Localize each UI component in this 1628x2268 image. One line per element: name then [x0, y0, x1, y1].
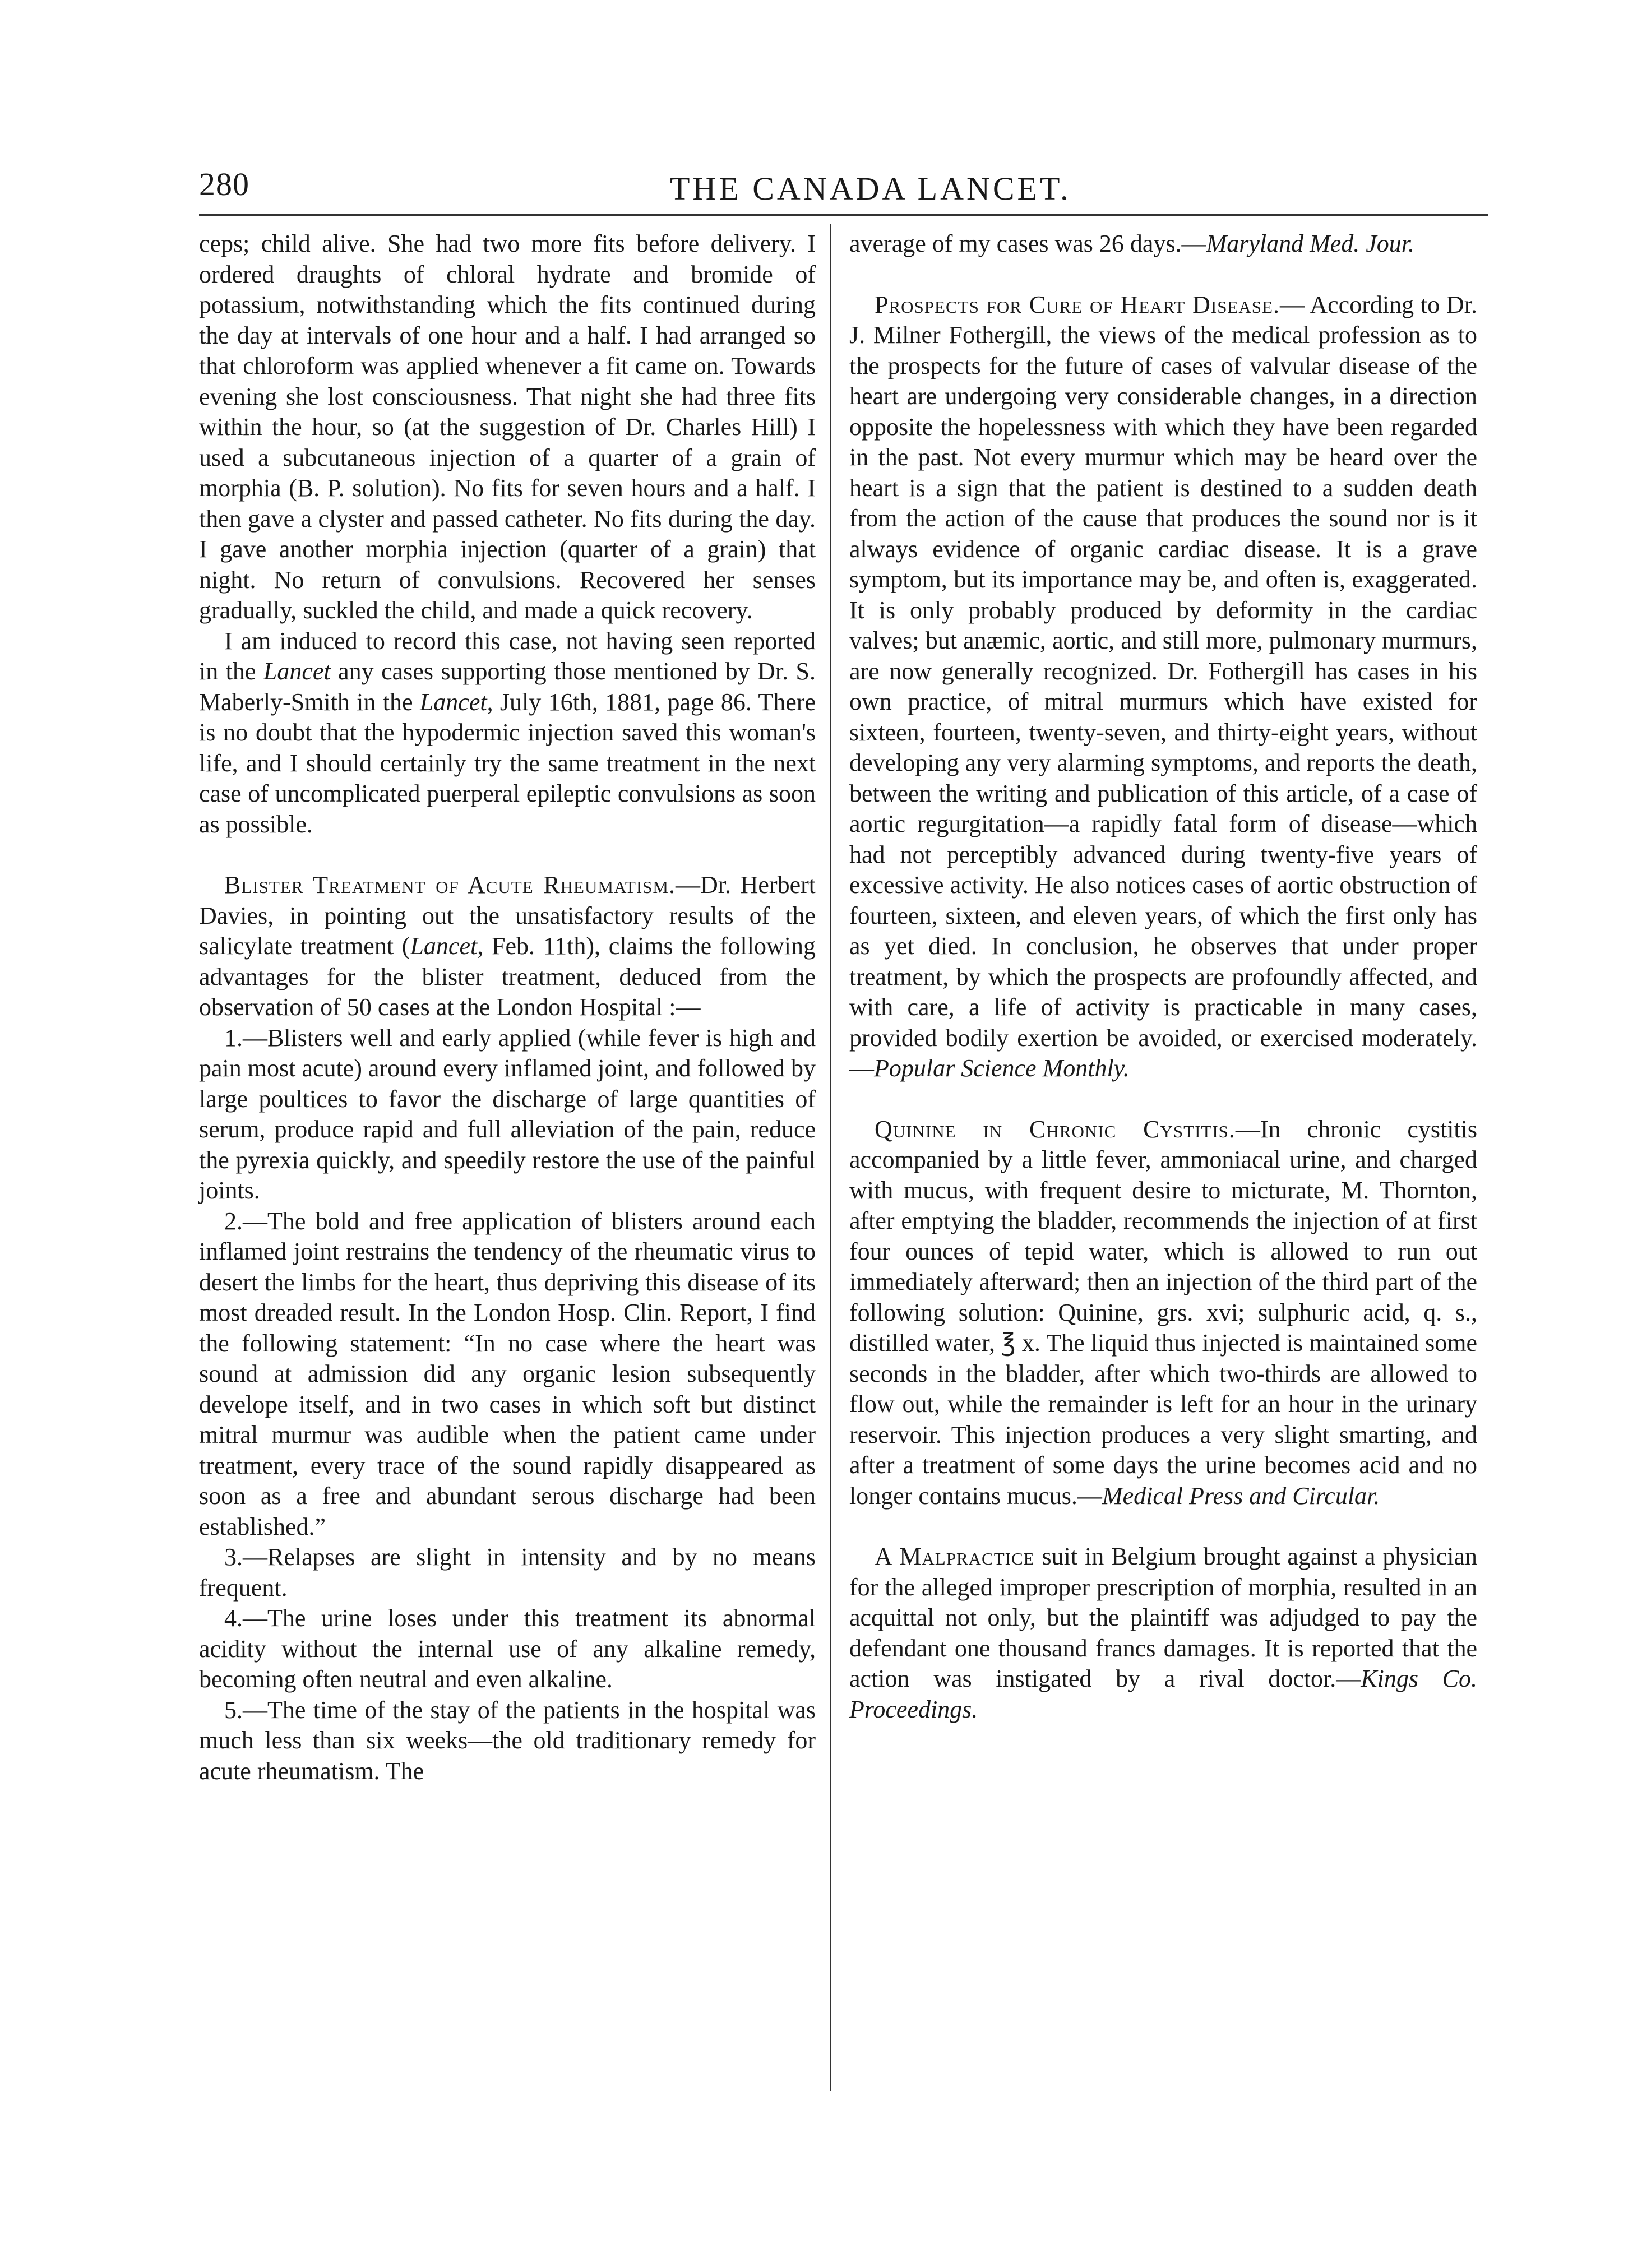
- right-column: [849, 229, 1477, 1725]
- text-segment: I am induced to record this case, not having seen reported in the: [199, 627, 816, 685]
- source-citation: Kings Co. Proceedings.: [849, 1665, 1478, 1723]
- text-segment: , July 16th, 1881, page 86. There is no doubt that the hypodermic injection saved this woman's life, and I should certainly try the same treatment in the next case of uncomplicated puerperal epileptic convulsions as soon as possible.: [199, 688, 816, 838]
- section-heading-malpractice: A Malpractice: [875, 1543, 1035, 1570]
- text-segment: , Feb. 11th), claims the following advantages for the blister treatment, deduced from the observation of 50 cases at the London Hospital :—: [199, 932, 816, 1021]
- source-citation: Maryland Med. Jour.: [1206, 230, 1415, 257]
- journal-title: THE CANADA LANCET.: [670, 170, 1071, 207]
- text-segment: —In chronic cystitis accompanied by a little fever, ammoniacal urine, and charged with mucus, with frequent desire to micturate, M. Thornton, after emptying the bladder, recommends the injection of at first four ounces of tepid water, which is allowed to run out immediately afterward; then an injection of the third part of the following solution: Quinine, grs. xvi; sulphuric acid, q. s., distilled water, ℥ x. The liquid thus injected is maintained some seconds in the bladder, after which two-thirds are allowed to flow out, while the remainder is left for an hour in the urinary reservoir. This injection produces a very slight smarting, and after a treatment of some days the urine becomes acid and no longer contains mucus.—: [849, 1115, 1477, 1510]
- source-citation: Medical Press and Circular.: [1102, 1482, 1380, 1510]
- paragraph-continuation: [849, 229, 1477, 260]
- text-segment: average of my cases was 26 days.—: [849, 230, 1206, 257]
- left-column: [199, 229, 816, 1786]
- journal-citation: Lancet: [263, 658, 331, 685]
- paragraph-case-report: ceps; child alive. She had two more fits before delivery. I ordered draughts of chloral hydrate and bromide of potassium, notwithstanding which the fits continued during the day at intervals of one hour and a half. I had arranged so that chloroform was applied whenever a fit came on. Towards evening she lost consciousness. That night she had three fits within the hour, so (at the suggestion of Dr. Charles Hill) I used a subcutaneous injection of a quarter of a grain of morphia (B. P. solution). No fits for seven hours and a half. I then gave a clyster and passed catheter. No fits during the day. I gave another morphia injection (quarter of a grain) that night. No return of convulsions. Recovered her senses gradually, suckled the child, and made a quick recovery.: [199, 230, 816, 624]
- paragraph-case-conclusion: [199, 626, 816, 840]
- section-heading-heart: Prospects for Cure of Heart Disease.: [875, 290, 1280, 318]
- article-blister: [199, 870, 816, 1023]
- article-heart-disease: [849, 290, 1477, 1084]
- list-item-4: 4.—The urine loses under this treatment its abnormal acidity without the internal use of any alkaline remedy, becoming often neutral and even alkaline.: [199, 1604, 816, 1693]
- text-segment: suit in Belgium brought against a physician for the alleged improper prescription of morphia, resulted in an acquittal not only, but the plaintiff was adjudged to pay the defendant one thousand francs damages. It is reported that the action was instigated by a rival doctor.—: [849, 1543, 1478, 1692]
- section-gap: [199, 840, 816, 870]
- list-item-1: 1.—Blisters well and early applied (while fever is high and pain most acute) around every inflamed joint, and followed by large poultices to favor the discharge of large quantities of serum, produce rapid and full alleviation of the pain, reduce the pyrexia quickly, and speedily restore the use of the painful joints.: [199, 1024, 816, 1204]
- section-heading-quinine: Quinine in Chronic Cystitis.: [875, 1115, 1236, 1143]
- text-segment: any cases supporting those mentioned by Dr. S. Maberly-Smith in the: [199, 658, 816, 716]
- list-item-3: 3.—Relapses are slight in intensity and by no means frequent.: [199, 1543, 816, 1602]
- section-gap: [849, 260, 1477, 290]
- page-number: 280: [199, 166, 249, 202]
- page-header: [199, 165, 1488, 216]
- section-heading-blister: Blister Treatment of Acute Rheumatism.: [224, 871, 676, 899]
- journal-citation: Lancet: [419, 688, 487, 716]
- article-malpractice: [849, 1542, 1477, 1725]
- section-gap: [849, 1511, 1477, 1542]
- column-divider: [830, 224, 831, 2091]
- text-segment: —Dr. Herbert Davies, in pointing out the unsatisfactory results of the salicylate treatment (: [199, 871, 816, 960]
- article-quinine: [849, 1114, 1477, 1512]
- source-citation: Popular Science Monthly.: [874, 1054, 1130, 1082]
- section-gap: [849, 1084, 1477, 1114]
- text-segment: — According to Dr. J. Milner Fothergill, the views of the medical profession as to the prospects for the future of cases of valvular disease of the heart are undergoing very considerable changes, in a direction opposite the hopelessness with which they have been regarded in the past. Not every murmur which may be heard over the heart is a sign that the patient is destined to a sudden death from the action of the cause that produces the sound nor is it always evidence of organic cardiac disease. It is a grave symptom, but its importance may be, and often is, exaggerated. It is only probably produced by deformity in the cardiac valves; but anæmic, aortic, and still more, pulmonary murmurs, are now generally recognized. Dr. Fothergill has cases in his own practice, of mitral murmurs which have existed for sixteen, fourteen, twenty-seven, and thirty-eight years, without developing any very alarming symptoms, and reports the death, between the writing and publication of this article, of a case of aortic regurgitation—a rapidly fatal form of disease—which had not perceptibly advanced during twenty-five years of excessive activity. He also notices cases of aortic obstruction of fourteen, sixteen, and eleven years, of which the first only has as yet died. In conclusion, he observes that under proper treatment, by which the prospects are profoundly affected, and with care, a life of activity is practicable in many cases, provided bodily exertion be avoided, or exercised moderately.—: [849, 290, 1477, 1082]
- header-rule: [199, 214, 1488, 216]
- list-item-2: 2.—The bold and free application of blisters around each inflamed joint restrains the tendency of the rheumatic virus to desert the limbs for the heart, thus depriving this disease of its most dreaded result. In the London Hosp. Clin. Report, I find the following statement: “In no case where the heart was sound at admission did any organic lesion subsequently develope itself, and in two cases in which soft but distinct mitral murmur was audible when the patient came under treatment, every trace of the sound rapidly disappeared as soon as a free and abundant serous discharge had been established.”: [199, 1207, 816, 1540]
- list-item-5: 5.—The time of the stay of the patients in the hospital was much less than six weeks—the old traditionary remedy for acute rheumatism. The: [199, 1696, 816, 1785]
- journal-citation: Lancet: [410, 932, 478, 960]
